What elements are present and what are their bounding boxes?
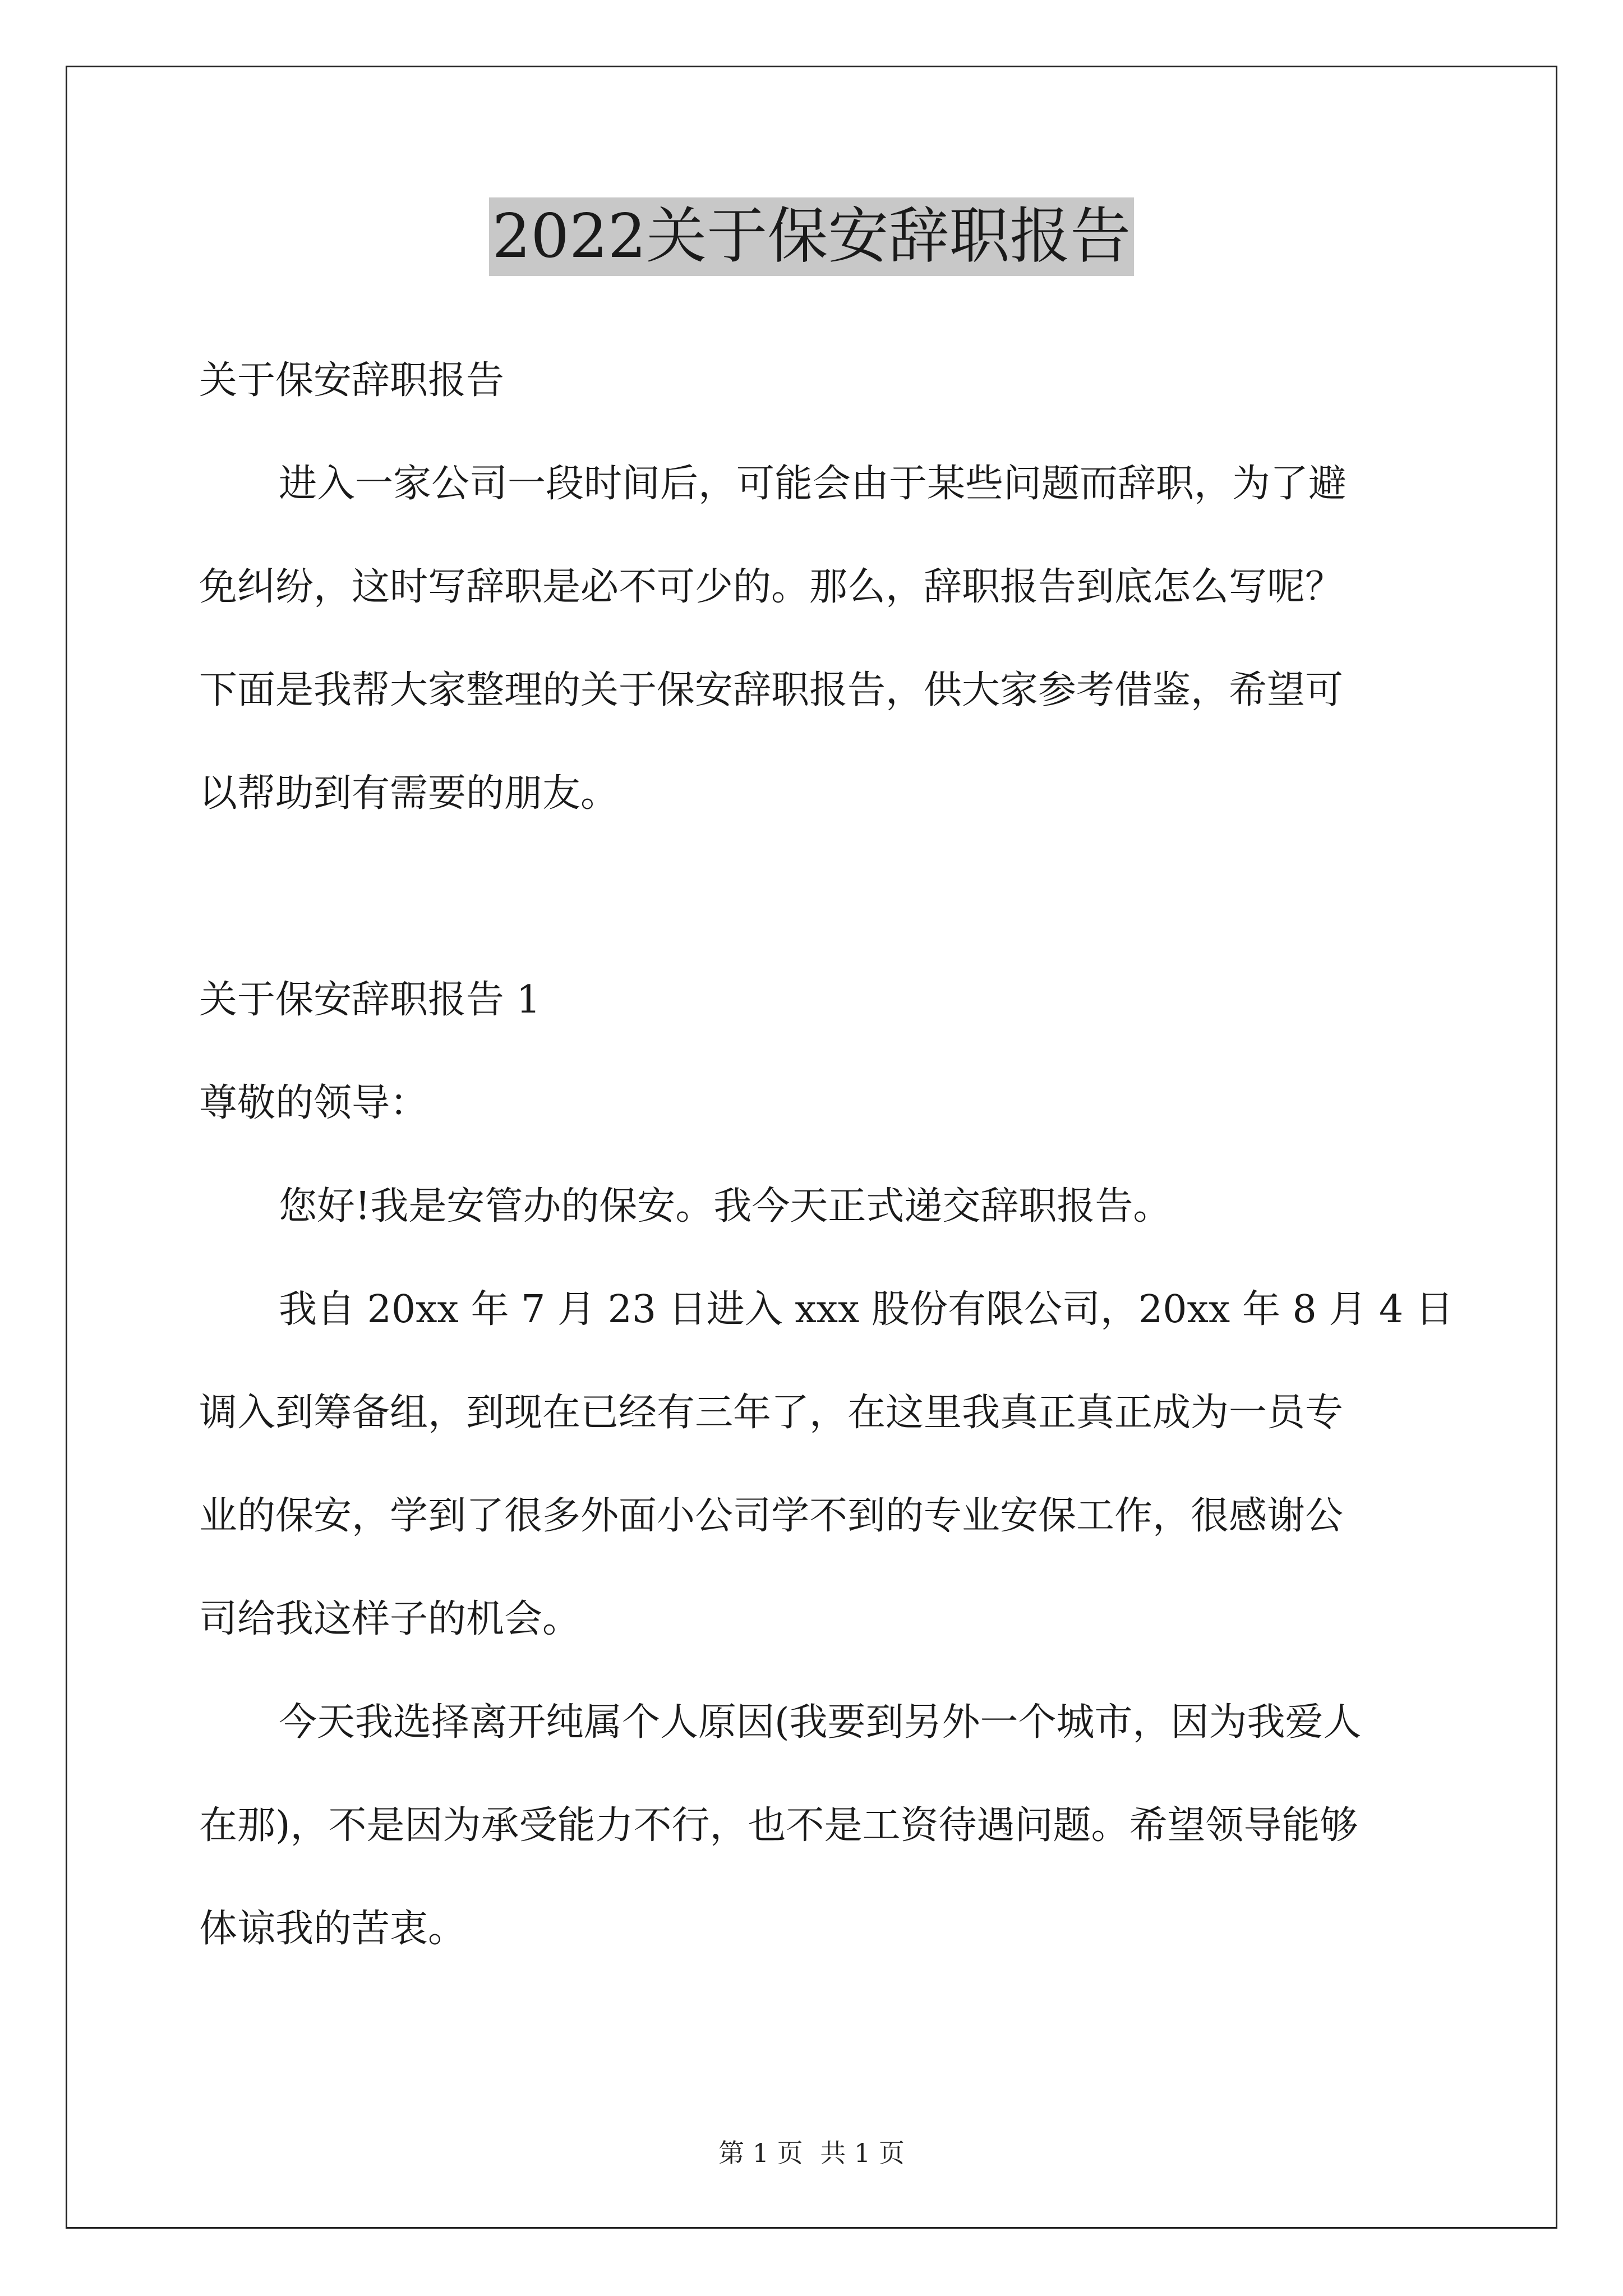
body-line: 在那)，不是因为承受能力不行，也不是工资待遇问题。希望领导能够 [199,1803,1358,1848]
document-title: 2022关于保安辞职报告 [489,197,1135,276]
section-heading: 关于保安辞职报告 1 [199,978,541,1022]
title-container [0,197,1623,276]
page-number-current: 第 1 页 [718,2138,803,2168]
blank-line [199,864,1438,967]
body-line: 体谅我的苦衷。 [199,1907,467,1951]
body-line: 我自 20xx 年 7 月 23 日进入 xxx 股份有限公司，20xx 年 8 月 4 日 [279,1287,1454,1332]
body-line: 您好!我是安管办的保安。我今天正式递交辞职报告。 [279,1184,1172,1228]
page-footer [0,2136,1623,2170]
body-line: 以帮助到有需要的朋友。 [199,771,619,816]
body-line: 免纠纷，这时写辞职是必不可少的。那么，辞职报告到底怎么写呢？ [199,565,1344,609]
salutation: 尊敬的领导： [199,1081,428,1125]
body-line: 进入一家公司一段时间后，可能会由于某些问题而辞职，为了避 [279,462,1347,506]
body-line: 业的保安，学到了很多外面小公司学不到的专业安保工作，很感谢公 [199,1494,1344,1538]
body-line: 调入到筹备组，到现在已经有三年了，在这里我真正真正成为一员专 [199,1391,1344,1435]
page-number-total: 共 1 页 [820,2138,905,2168]
body-line: 今天我选择离开纯属个人原因(我要到另外一个城市，因为我爱人 [279,1700,1362,1745]
body-line: 关于保安辞职报告 [199,358,505,403]
document-body [199,348,1454,1999]
body-line: 司给我这样子的机会。 [199,1597,581,1641]
body-line: 下面是我帮大家整理的关于保安辞职报告，供大家参考借鉴，希望可 [199,668,1344,712]
